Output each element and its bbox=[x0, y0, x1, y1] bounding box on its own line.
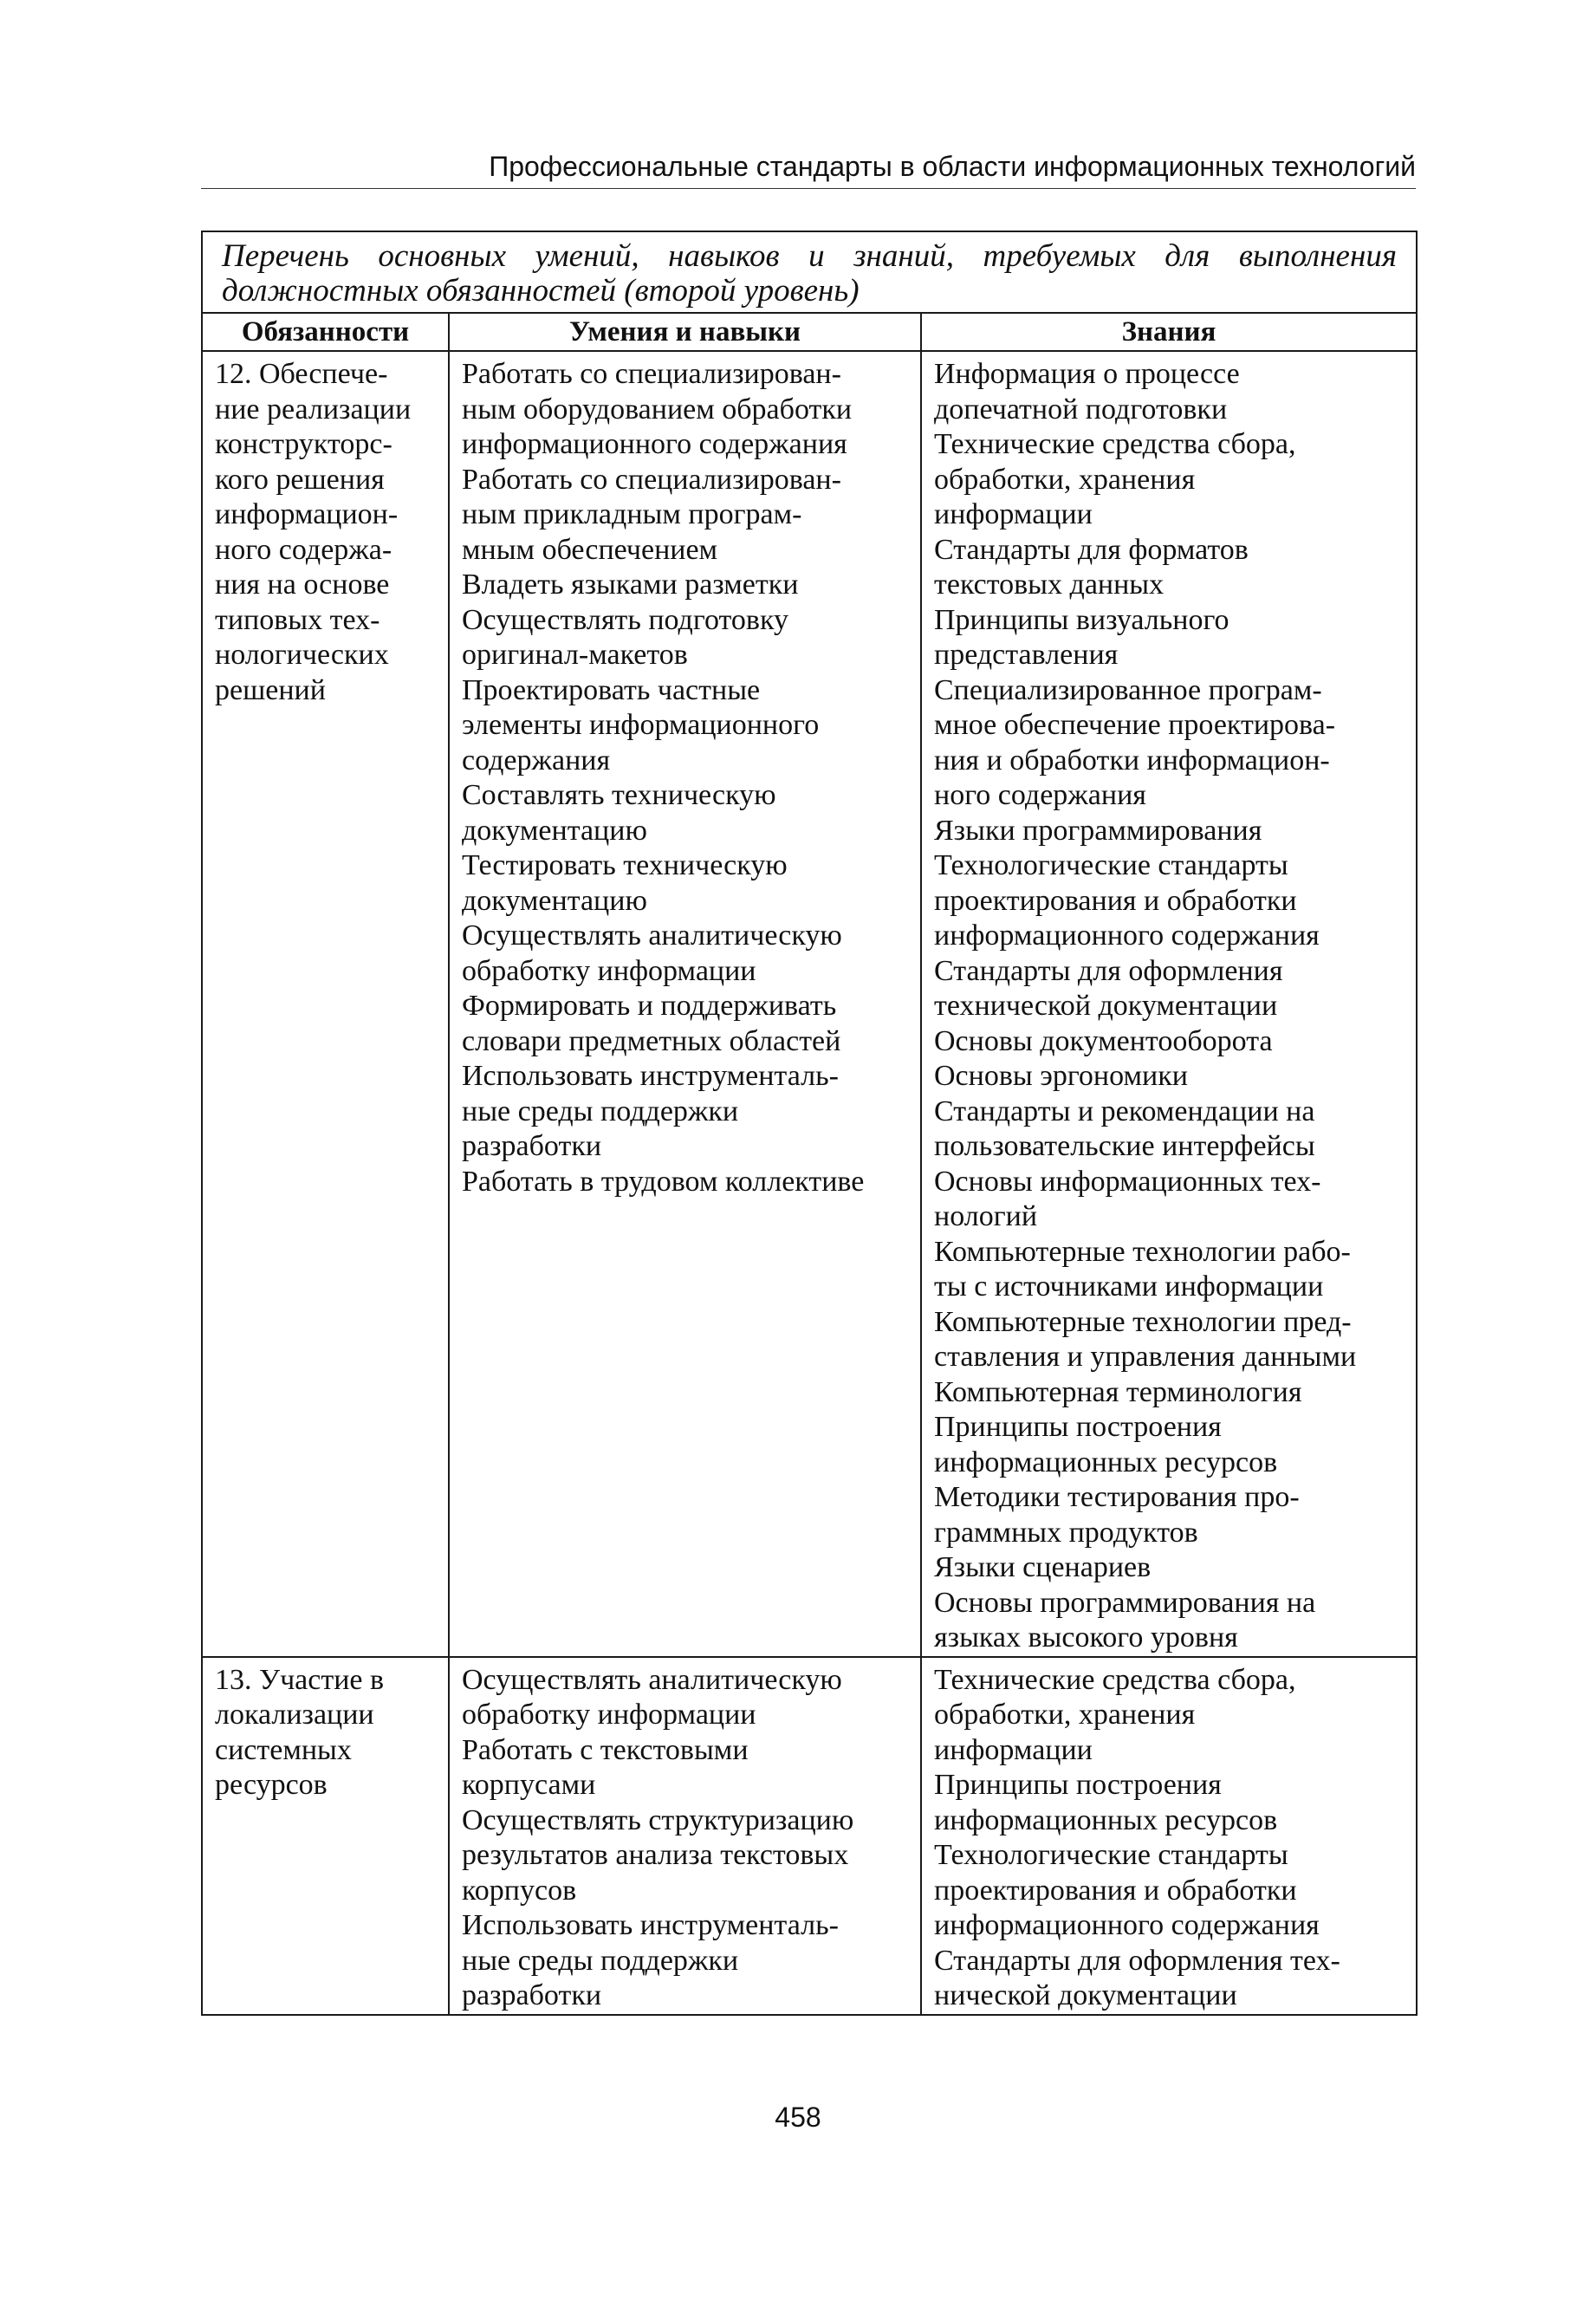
cell-line: Принципы построения bbox=[934, 1411, 1222, 1443]
cell-line: ния и обработки информацион- bbox=[934, 744, 1330, 776]
cell-line: Формировать и поддерживать bbox=[462, 990, 837, 1022]
cell-line: обработки, хранения bbox=[934, 463, 1196, 496]
cell-line: Технические средства сбора, bbox=[934, 428, 1296, 460]
cell-line: Работать со специализирован- bbox=[462, 463, 841, 496]
cell-line: типовых тех- bbox=[215, 603, 380, 636]
cell-line: Основы программирования на bbox=[934, 1586, 1316, 1619]
cell-line: Осуществлять аналитическую bbox=[462, 919, 842, 952]
cell-line: ного содержа- bbox=[215, 533, 393, 566]
cell-line: документацию bbox=[462, 884, 647, 917]
cell-line: нической документации bbox=[934, 1979, 1237, 2011]
cell-line: Осуществлять подготовку bbox=[462, 603, 789, 636]
cell-line: Стандарты для оформления bbox=[934, 954, 1283, 987]
cell-line: Принципы визуального bbox=[934, 603, 1229, 636]
cell-line: Тестировать техническую bbox=[462, 849, 788, 881]
duties-skills-knowledge-table bbox=[201, 231, 1418, 2016]
column-header-skills: Умения и навыки bbox=[449, 313, 921, 351]
cell-line: Использовать инструменталь- bbox=[462, 1060, 839, 1092]
cell-line: Стандарты для форматов bbox=[934, 533, 1249, 566]
duty-cell bbox=[202, 1657, 449, 2015]
cell-line: информационного содержания bbox=[462, 428, 847, 460]
cell-line: ного содержания bbox=[934, 779, 1146, 811]
cell-line: кого решения bbox=[215, 463, 385, 496]
caption-line: Перечень основных умений, навыков и знаний, требуемых для выполнения bbox=[222, 238, 1398, 274]
cell-line: Осуществлять аналитическую bbox=[462, 1663, 842, 1696]
cell-line: Проектировать частные bbox=[462, 673, 761, 706]
cell-line: Основы информационных тех- bbox=[934, 1165, 1321, 1198]
cell-line: 12. Обеспече- bbox=[215, 358, 388, 390]
column-header-row bbox=[202, 313, 1417, 351]
cell-line: корпусов bbox=[462, 1874, 577, 1907]
cell-line: Работать со специализирован- bbox=[462, 358, 841, 390]
cell-line: оригинал-макетов bbox=[462, 639, 688, 671]
cell-line: результатов анализа текстовых bbox=[462, 1839, 849, 1871]
cell-line: Основы эргономики bbox=[934, 1060, 1188, 1092]
cell-line: нологий bbox=[934, 1200, 1038, 1232]
cell-line: 13. Участие в bbox=[215, 1663, 385, 1696]
cell-line: ния на основе bbox=[215, 569, 390, 601]
cell-line: Компьютерные технологии пред- bbox=[934, 1305, 1352, 1338]
column-header-duties: Обязанности bbox=[202, 313, 449, 351]
header-rule bbox=[201, 188, 1416, 189]
cell-line: Владеть языками разметки bbox=[462, 569, 799, 601]
cell-line: информационного содержания bbox=[934, 919, 1320, 952]
cell-line: пользовательские интерфейсы bbox=[934, 1130, 1315, 1162]
cell-line: Технологические стандарты bbox=[934, 1839, 1288, 1871]
cell-line: обработку информации bbox=[462, 1699, 756, 1731]
cell-line: мным обеспечением bbox=[462, 533, 718, 566]
page-number: 458 bbox=[775, 2102, 821, 2133]
cell-line: содержания bbox=[462, 744, 611, 776]
cell-line: документацию bbox=[462, 814, 647, 847]
duty-cell bbox=[202, 351, 449, 1657]
cell-line: проектирования и обработки bbox=[934, 1874, 1297, 1907]
table-row bbox=[202, 351, 1417, 1657]
cell-line: разработки bbox=[462, 1979, 602, 2011]
cell-line: Составлять техническую bbox=[462, 779, 776, 811]
cell-line: обработку информации bbox=[462, 954, 756, 987]
cell-line: Осуществлять структуризацию bbox=[462, 1803, 854, 1836]
caption-line: должностных обязанностей (второй уровень) bbox=[222, 273, 860, 309]
caption-row bbox=[202, 231, 1417, 313]
cell-line: ным прикладным програм- bbox=[462, 498, 802, 530]
cell-line: ные среды поддержки bbox=[462, 1095, 739, 1127]
cell-line: словари предметных областей bbox=[462, 1024, 841, 1057]
cell-line: проектирования и обработки bbox=[934, 884, 1297, 917]
cell-line: Специализированное програм- bbox=[934, 673, 1322, 706]
cell-line: Технические средства сбора, bbox=[934, 1663, 1296, 1696]
cell-line: мное обеспечение проектирова- bbox=[934, 709, 1336, 741]
cell-line: ставления и управления данными bbox=[934, 1341, 1357, 1373]
cell-line: Стандарты для оформления тех- bbox=[934, 1944, 1340, 1977]
cell-line: языках высокого уровня bbox=[934, 1621, 1238, 1654]
cell-line: представления bbox=[934, 639, 1119, 671]
cell-line: Технологические стандарты bbox=[934, 849, 1288, 881]
running-title: Профессиональные стандарты в области информационных технологий bbox=[489, 151, 1416, 182]
cell-line: информации bbox=[934, 1733, 1093, 1766]
cell-line: Стандарты и рекомендации на bbox=[934, 1095, 1315, 1127]
cell-line: Работать с текстовыми bbox=[462, 1733, 749, 1766]
cell-line: Компьютерные технологии рабо- bbox=[934, 1235, 1351, 1268]
knowledge-cell bbox=[921, 1657, 1417, 2015]
cell-line: локализации bbox=[215, 1699, 374, 1731]
cell-line: решений bbox=[215, 673, 326, 706]
cell-line: конструкторс- bbox=[215, 428, 393, 460]
cell-line: корпусами bbox=[462, 1769, 596, 1801]
knowledge-cell bbox=[921, 351, 1417, 1657]
cell-line: информационных ресурсов bbox=[934, 1803, 1278, 1836]
cell-line: Работать в трудовом коллективе bbox=[462, 1165, 865, 1198]
cell-line: ние реализации bbox=[215, 393, 412, 426]
cell-line: граммных продуктов bbox=[934, 1516, 1198, 1549]
cell-line: Использовать инструменталь- bbox=[462, 1909, 839, 1941]
column-header-knowledge: Знания bbox=[921, 313, 1417, 351]
cell-line: Компьютерная терминология bbox=[934, 1375, 1302, 1408]
cell-line: Методики тестирования про- bbox=[934, 1481, 1300, 1513]
cell-line: Языки сценариев bbox=[934, 1551, 1152, 1583]
cell-line: элементы информационного bbox=[462, 709, 820, 741]
cell-line: ные среды поддержки bbox=[462, 1944, 739, 1977]
cell-line: системных bbox=[215, 1733, 352, 1766]
cell-line: Основы документооборота bbox=[934, 1024, 1273, 1057]
cell-line: ным оборудованием обработки bbox=[462, 393, 853, 426]
skills-cell bbox=[449, 351, 921, 1657]
cell-line: технической документации bbox=[934, 990, 1278, 1022]
cell-line: Принципы построения bbox=[934, 1769, 1222, 1801]
cell-line: информацион- bbox=[215, 498, 399, 530]
cell-line: информации bbox=[934, 498, 1093, 530]
cell-line: Языки программирования bbox=[934, 814, 1262, 847]
cell-line: допечатной подготовки bbox=[934, 393, 1228, 426]
cell-line: ресурсов bbox=[215, 1769, 328, 1801]
cell-line: информационных ресурсов bbox=[934, 1446, 1278, 1478]
cell-line: ты с источниками информации bbox=[934, 1270, 1324, 1303]
table-row bbox=[202, 1657, 1417, 2015]
table-caption bbox=[202, 231, 1417, 313]
cell-line: Информация о процессе bbox=[934, 358, 1240, 390]
cell-line: разработки bbox=[462, 1130, 602, 1162]
cell-line: обработки, хранения bbox=[934, 1699, 1196, 1731]
skills-cell bbox=[449, 1657, 921, 2015]
cell-line: текстовых данных bbox=[934, 569, 1165, 601]
cell-line: информационного содержания bbox=[934, 1909, 1320, 1941]
cell-line: нологических bbox=[215, 639, 389, 671]
